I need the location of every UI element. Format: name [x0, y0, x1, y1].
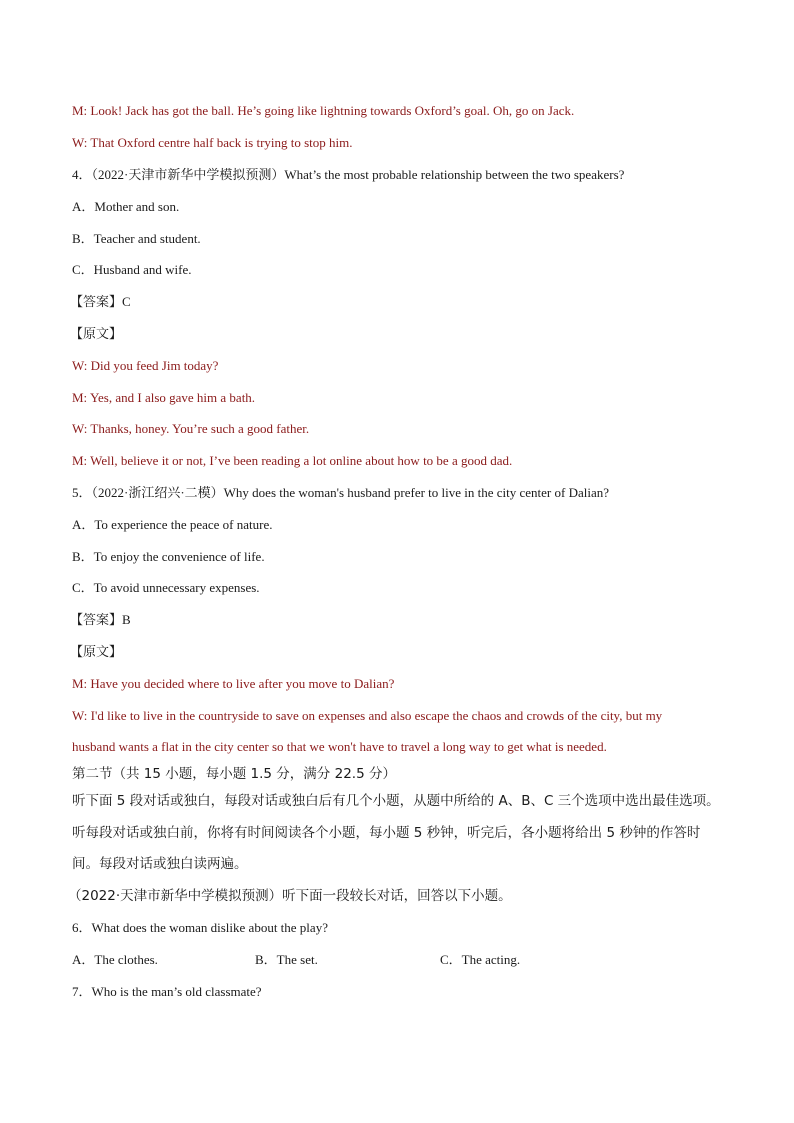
q4-option-c: C．Husband and wife. [72, 262, 192, 277]
q5-answer [70, 611, 131, 630]
q6-option-a: A．The clothes. [72, 952, 158, 967]
transcript-line: M: Look! Jack has got the ball. He’s going like lightning towards Oxford’s goal. Oh, go on Jack. [72, 103, 575, 118]
section-instruction: 间。每段对话或独白读两遍。 [72, 856, 248, 872]
transcript-line: W: Did you feed Jim today? [72, 358, 219, 373]
q4-answer [70, 293, 131, 312]
answer-value: B [122, 612, 131, 627]
q4-option-a: A．Mother and son. [72, 199, 180, 214]
q6-option-c: C．The acting. [440, 952, 521, 967]
section-heading: 第二节（共 15 小题，每小题 1.5 分，满分 22.5 分） [72, 766, 396, 782]
transcript-line: W: That Oxford centre half back is trying to stop him. [72, 135, 353, 150]
group-intro: （2022·天津市新华中学模拟预测）听下面一段较长对话，回答以下小题。 [68, 888, 512, 904]
q5-option-c: C．To avoid unnecessary expenses. [72, 580, 260, 595]
section-instruction: 听每段对话或独白前，你将有时间阅读各个小题，每小题 5 秒钟，听完后，各小题将给出 5 秒钟的作答时 [72, 825, 701, 841]
answer-label: 【答案】 [70, 295, 123, 310]
transcript-line: M: Yes, and I also gave him a bath. [72, 390, 256, 405]
q6-option-b: B．The set. [255, 952, 318, 967]
question-5: 5．（2022·浙江绍兴·二模）Why does the woman's husband prefer to live in the city center of Dalian? [72, 485, 610, 500]
q5-option-a: A．To experience the peace of nature. [72, 517, 273, 532]
question-7: 7．Who is the man’s old classmate? [72, 984, 262, 999]
question-6: 6．What does the woman dislike about the play? [72, 920, 328, 935]
transcript-line: M: Have you decided where to live after you move to Dalian? [72, 676, 395, 691]
transcript-line: husband wants a flat in the city center so that we won't have to travel a long way to get what is needed. [72, 739, 607, 754]
q5-option-b: B．To enjoy the convenience of life. [72, 549, 265, 564]
section-instruction: 听下面 5 段对话或独白，每段对话或独白后有几个小题，从题中所给的 A、B、C 三个选项中选出最佳选项。 [72, 793, 720, 809]
q4-source-label: 【原文】 [70, 327, 123, 342]
q5-source-label: 【原文】 [70, 645, 123, 660]
q4-option-b: B．Teacher and student. [72, 231, 201, 246]
transcript-line: M: Well, believe it or not, I’ve been reading a lot online about how to be a good dad. [72, 453, 513, 468]
transcript-line: W: Thanks, honey. You’re such a good father. [72, 421, 310, 436]
transcript-line: W: I'd like to live in the countryside to save on expenses and also escape the chaos and crowds of the city, but my [72, 708, 663, 723]
answer-label: 【答案】 [70, 613, 123, 628]
question-4: 4．（2022·天津市新华中学模拟预测）What’s the most probable relationship between the two speakers? [72, 167, 625, 182]
answer-value: C [122, 294, 131, 309]
